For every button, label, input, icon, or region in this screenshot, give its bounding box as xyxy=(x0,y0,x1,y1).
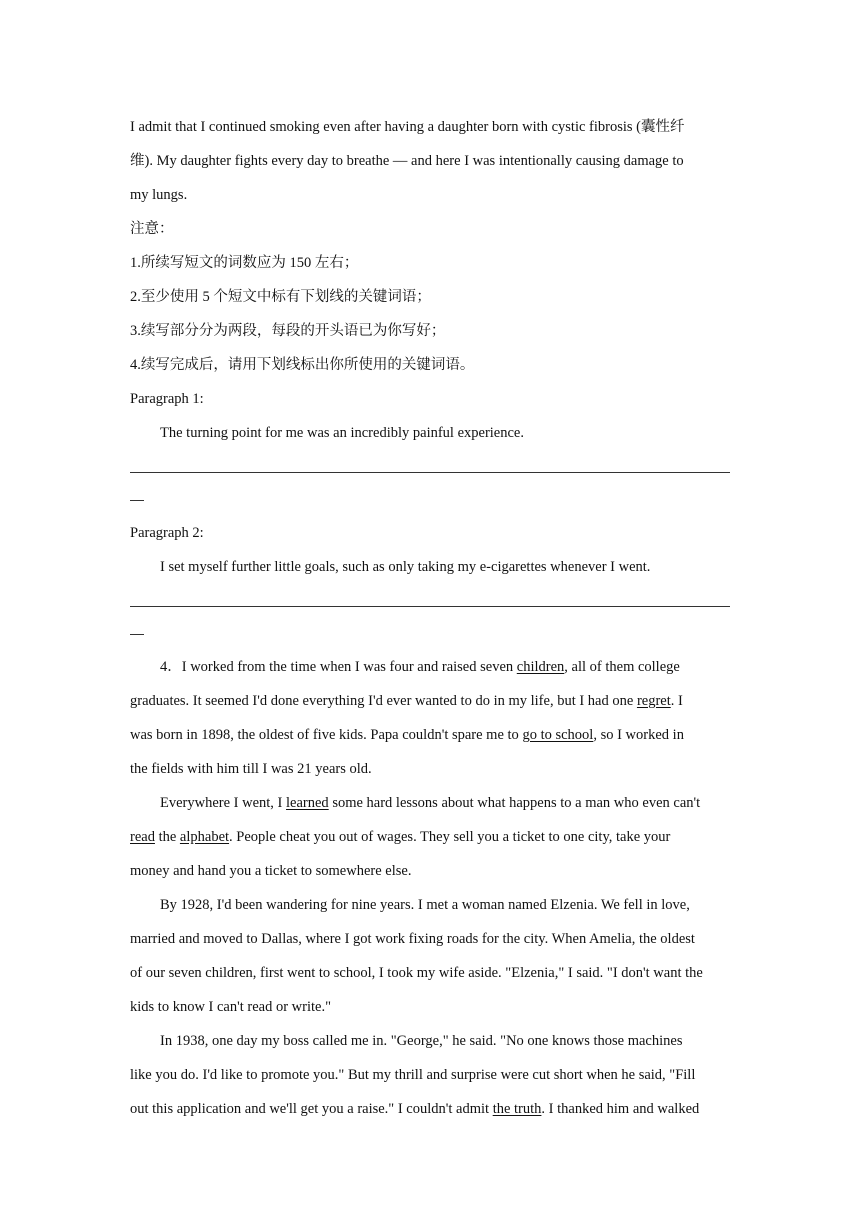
text-line: out this application and we'll get you a raise." I couldn't admit the truth. I thanked him and walked xyxy=(130,1101,700,1117)
text-line: By 1928, I'd been wandering for nine years. I met a woman named Elzenia. We fell in love, xyxy=(160,897,690,913)
keyword-underlined: read xyxy=(130,829,155,845)
text-line: 维). My daughter fights every day to breathe — and here I was intentionally causing damage to xyxy=(130,153,684,169)
answer-line-tail xyxy=(130,634,144,635)
answer-line-tail xyxy=(130,500,144,501)
paragraph2-opening: I set myself further little goals, such as only taking my e-cigarettes whenever I went. xyxy=(160,559,651,575)
keyword-underlined: the truth xyxy=(492,1101,542,1117)
keyword-underlined: go to school xyxy=(522,727,594,743)
paragraph2-section xyxy=(130,516,730,635)
keyword-underlined: regret xyxy=(636,693,671,709)
text-line: 4．I worked from the time when I was four and raised seven children, all of them college xyxy=(160,659,680,675)
keyword-underlined: children xyxy=(516,659,565,675)
text-line: read the alphabet. People cheat you out of wages. They sell you a ticket to one city, take your xyxy=(130,829,671,845)
paragraph1-section xyxy=(130,382,730,501)
text-line: like you do. I'd like to promote you." But my thrill and surprise were cut short when he said, "Fill xyxy=(130,1067,696,1083)
text-line: of our seven children, first went to school, I took my wife aside. "Elzenia," I said. "I don't want the xyxy=(130,965,703,981)
keyword-underlined: alphabet xyxy=(179,829,230,845)
text-line: my lungs. xyxy=(130,187,188,203)
notes-section xyxy=(130,212,730,382)
keyword-underlined: learned xyxy=(286,795,329,811)
text-line: the fields with him till I was 21 years old. xyxy=(130,761,372,777)
text-line: married and moved to Dallas, where I got work fixing roads for the city. When Amelia, the oldest xyxy=(130,931,695,947)
paragraph2-label: Paragraph 2: xyxy=(130,525,204,541)
paragraph1-label: Paragraph 1: xyxy=(130,391,204,407)
paragraph1-opening: The turning point for me was an incredibly painful experience. xyxy=(160,425,524,441)
text-line: Everywhere I went, I learned some hard lessons about what happens to a man who even can't xyxy=(160,795,701,811)
text-line: money and hand you a ticket to somewhere else. xyxy=(130,863,412,879)
notes-heading: 注意： xyxy=(130,221,174,237)
text-line: I admit that I continued smoking even after having a daughter born with cystic fibrosis (囊性纤 xyxy=(130,119,685,135)
note-item: 2.至少使用 5 个短文中标有下划线的关键词语； xyxy=(130,289,431,305)
text-line: In 1938, one day my boss called me in. "George," he said. "No one knows those machines xyxy=(160,1033,683,1049)
answer-line xyxy=(130,472,730,473)
note-item: 3.续写部分分为两段，每段的开头语已为你写好； xyxy=(130,323,446,339)
intro-paragraph xyxy=(130,110,730,212)
note-item: 4.续写完成后，请用下划线标出你所使用的关键词语。 xyxy=(130,357,475,373)
text-line: kids to know I can't read or write." xyxy=(130,999,332,1015)
note-item: 1.所续写短文的词数应为 150 左右； xyxy=(130,255,359,271)
text-line: graduates. It seemed I'd done everything I'd ever wanted to do in my life, but I had one regret. I xyxy=(130,693,683,709)
answer-line xyxy=(130,606,730,607)
text-line: was born in 1898, the oldest of five kids. Papa couldn't spare me to go to school, so I worked in xyxy=(130,727,684,743)
passage-4 xyxy=(130,650,730,1126)
